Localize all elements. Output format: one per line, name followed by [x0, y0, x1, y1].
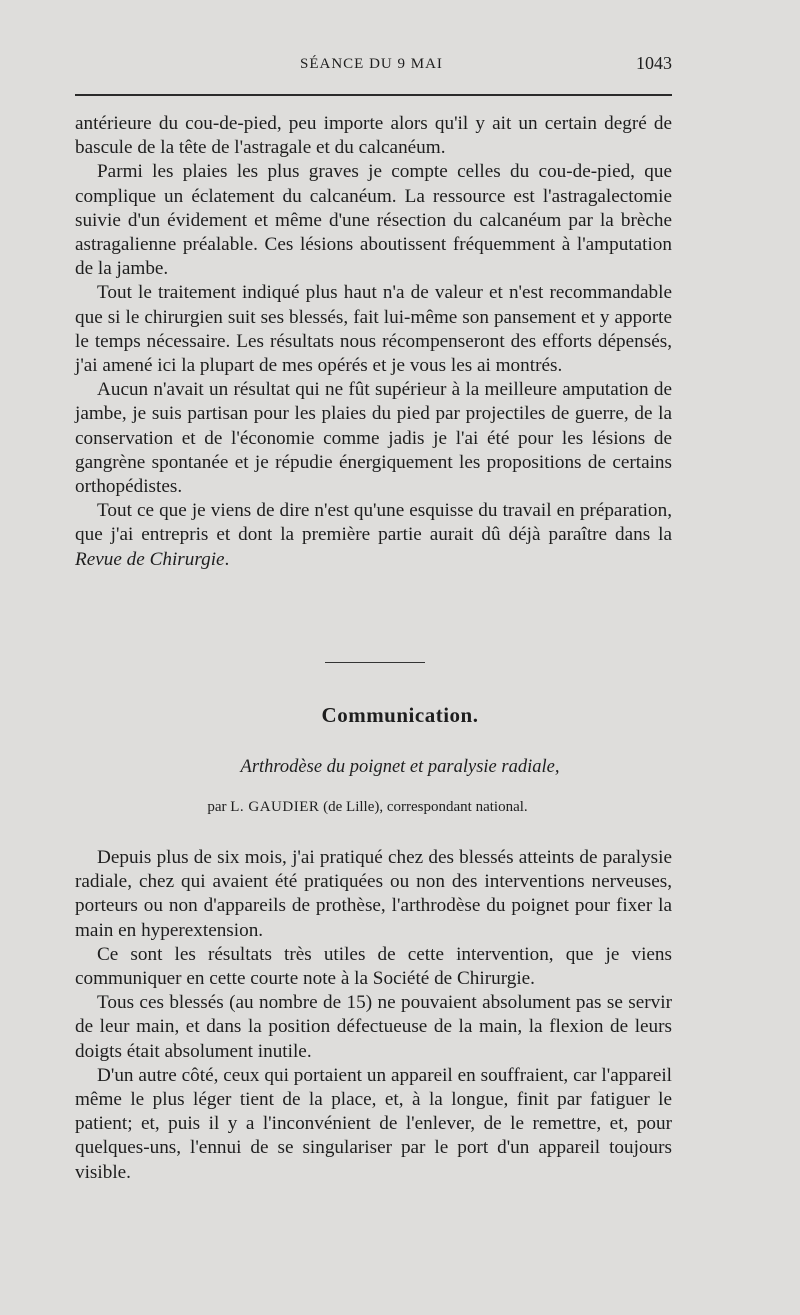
paragraph: Aucun n'avait un résultat qui ne fût supérieur à la meilleure amputation de jambe, je suis partisan pour les plaies du pied par projectiles de guerre, de la conservation et de l'économie comme jadis je l'ai été pour les lésions de gangrène spontanée et je répudie énergiquement les propositions de certains orthopédistes. [75, 379, 672, 498]
journal-title: Revue de Chirurgie [75, 548, 225, 570]
page-header [75, 52, 672, 82]
section-heading-text: Communication [321, 703, 473, 727]
paragraph-last [75, 499, 672, 572]
header-rule [75, 94, 672, 96]
paragraph: Ce sont les résultats très utiles de cette intervention, que je viens communiquer en cette courte note à la Société de Chirurgie. [75, 943, 672, 990]
page-number: 1043 [636, 53, 672, 73]
text-block-top [75, 112, 672, 572]
paragraph: antérieure du cou-de-pied, peu importe alors qu'il y ait un certain degré de bascule de la tête de l'astragale et du calcanéum. [75, 113, 672, 159]
author-affiliation: (de Lille), correspondant national. [323, 799, 528, 815]
paragraph: Depuis plus de six mois, j'ai pratiqué chez des blessés atteints de paralysie radiale, chez qui avaient été pratiquées ou non des interventions nerveuses, porteurs ou non d'appareils de prothèse, l'arthrodèse du poignet pour fixer la main en hyperextension. [75, 847, 672, 941]
author-prefix: par [207, 799, 227, 815]
section-separator [325, 662, 425, 663]
paragraph: Tout le traitement indiqué plus haut n'a de valeur et n'est recommandable que si le chirurgien suit ses blessés, fait lui-même son pansement et y apporte le temps nécessaire. Les résultats nous récompenseront des efforts dépensés, j'ai amené ici la plupart de mes opérés et je vous les ai montrés. [75, 282, 672, 377]
paragraph: D'un autre côté, ceux qui portaient un appareil en souffraient, car l'appareil même le plus léger tient de la place, et, à la longue, finit par fatiguer le patient; et, puis il y a l'inconvénient de l'enlever, de le remettre, et, pour quelques-uns, l'ennui de se singulariser par le port d'un appareil toujours visible. [75, 1064, 672, 1183]
article-title: Arthrodèse du poignet et paralysie radiale, [240, 757, 560, 777]
section-heading-tail: . [472, 703, 479, 727]
running-title: SÉANCE DU 9 MAI [300, 56, 443, 72]
paragraph: Tous ces blessés (au nombre de 15) ne pouvaient absolument pas se servir de leur main, et dans la position défectueuse de la main, la flexion de leurs doigts était absolument inutile. [75, 992, 672, 1062]
paragraph: Parmi les plaies les plus graves je compte celles du cou-de-pied, que complique un éclatement du calcanéum. La ressource est l'astragalectomie suivie d'un évidement et même d'une résection du calcanéum par la brèche astragalienne préalable. Ces lésions aboutissent fréquemment à l'amputation de la jambe. [75, 161, 672, 280]
author-name: L. GAUDIER [230, 799, 320, 815]
section-heading [0, 703, 800, 728]
paragraph-text: Tout ce que je viens de dire n'est qu'une esquisse du travail en préparation, que j'ai entrepris et dont la première partie aurait dû déjà paraître dans la [75, 500, 672, 546]
text-block-bottom [75, 846, 672, 1185]
author-line [0, 799, 735, 816]
paragraph-tail: . [224, 548, 230, 570]
